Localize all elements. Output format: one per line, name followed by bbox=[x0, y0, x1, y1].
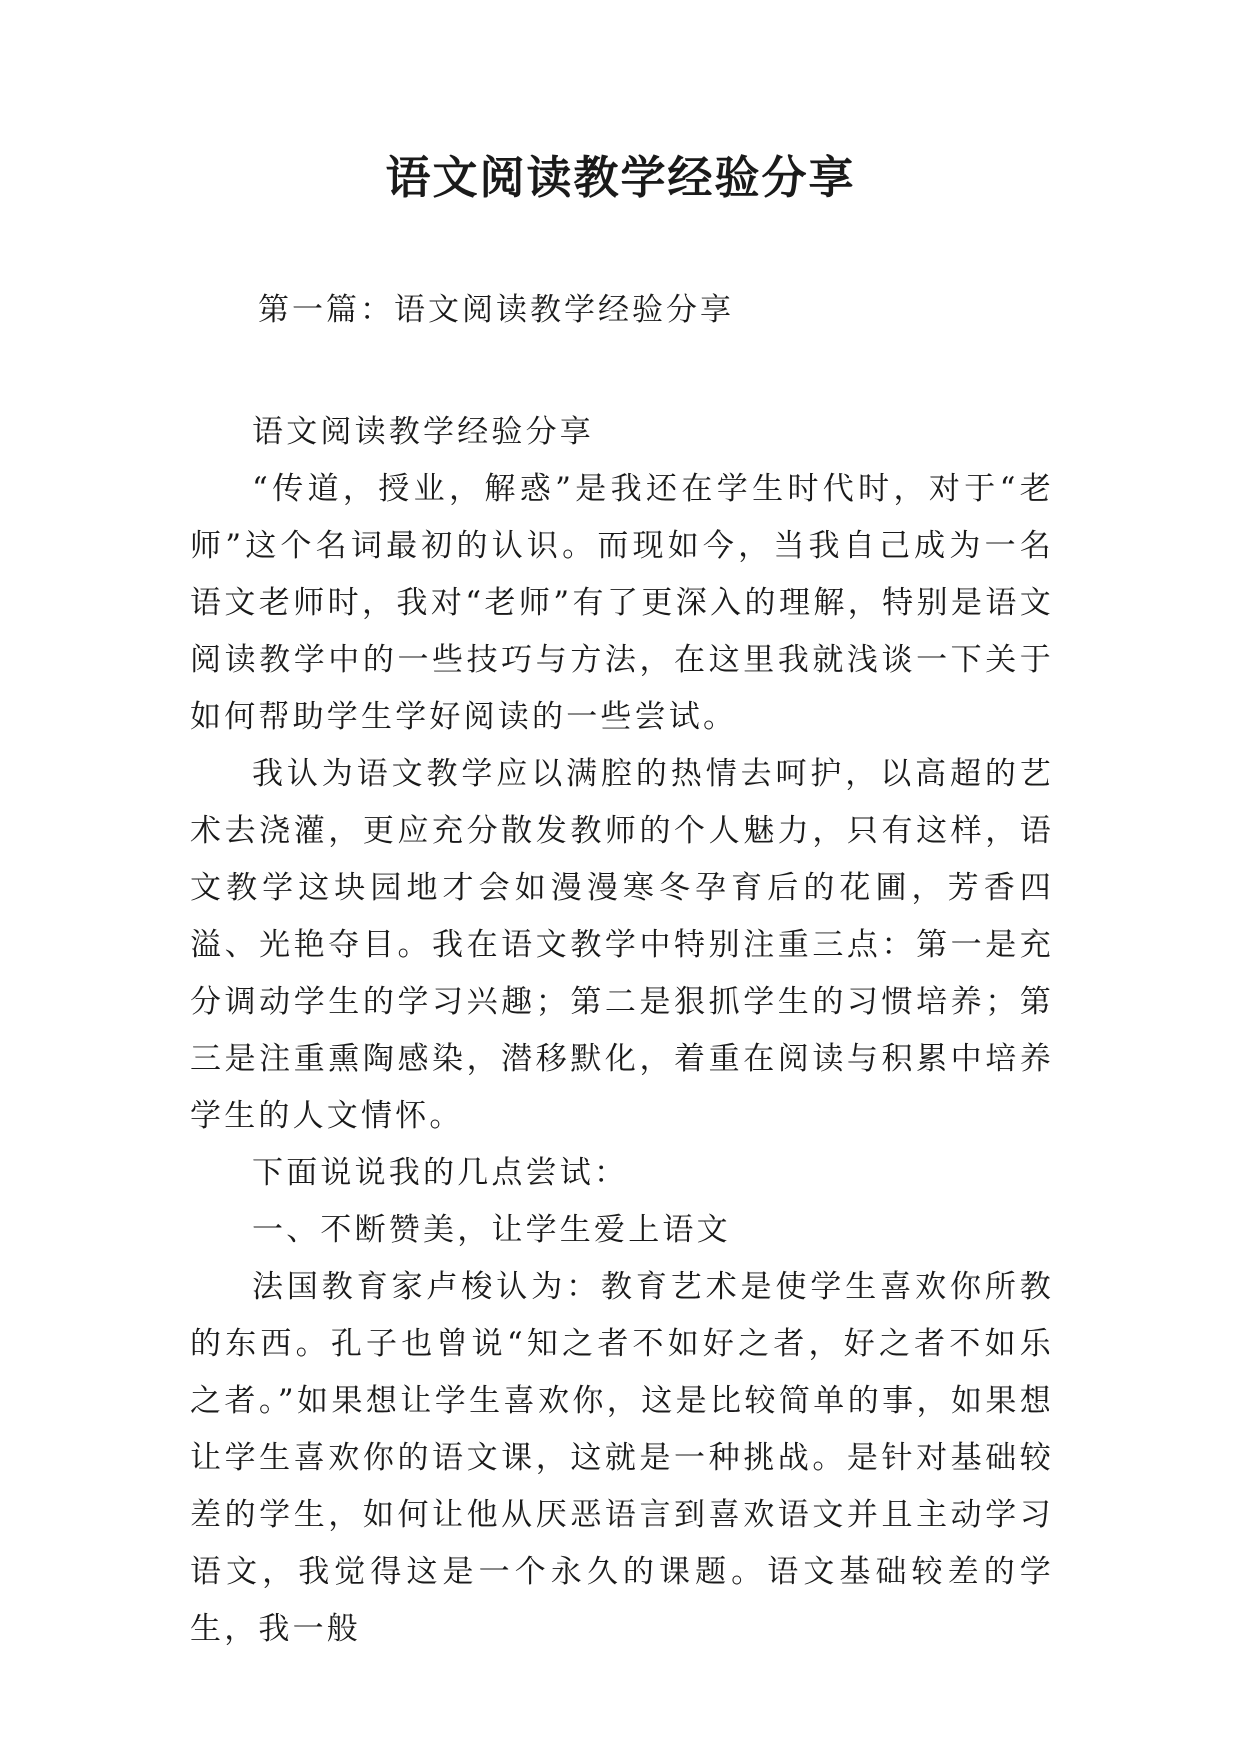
paragraph: 下面说说我的几点尝试： bbox=[252, 1155, 629, 1191]
document-body bbox=[190, 404, 1054, 1658]
paragraph: “传道，授业，解惑”是我还在学生时代时，对于“老师”这个名词最初的认识。而现如今，当我自己成为一名语文老师时，我对“老师”有了更深入的理解，特别是语文阅读教学中的一些技巧与方法，在这里我就浅谈一下关于如何帮助学生学好阅读的一些尝试。 bbox=[190, 471, 1054, 735]
paragraph: 语文阅读教学经验分享 bbox=[252, 414, 594, 450]
section-heading: 一、不断赞美，让学生爱上语文 bbox=[252, 1212, 731, 1248]
paragraph: 我认为语文教学应以满腔的热情去呵护，以高超的艺术去浇灌，更应充分散发教师的个人魅力，只有这样，语文教学这块园地才会如漫漫寒冬孕育后的花圃，芳香四溢、光艳夺目。我在语文教学中特别注重三点：第一是充分调动学生的学习兴趣；第二是狠抓学生的习惯培养；第三是注重熏陶感染，潜移默化，着重在阅读与积累中培养学生的人文情怀。 bbox=[190, 756, 1054, 1134]
document-title: 语文阅读教学经验分享 bbox=[385, 151, 856, 204]
paragraph: 法国教育家卢梭认为：教育艺术是使学生喜欢你所教的东西。孔子也曾说“知之者不如好之者，好之者不如乐之者。”如果想让学生喜欢你，这是比较简单的事，如果想让学生喜欢你的语文课，这就是一种挑战。是针对基础较差的学生，如何让他从厌恶语言到喜欢语文并且主动学习语文，我觉得这是一个永久的课题。语文基础较差的学生，我一般 bbox=[190, 1269, 1054, 1647]
chapter-heading: 第一篇：语文阅读教学经验分享 bbox=[258, 292, 734, 328]
